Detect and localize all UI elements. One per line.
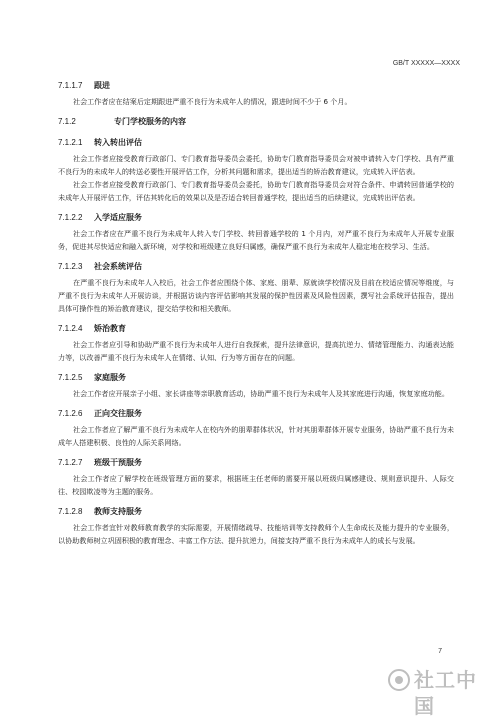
section-number: 7.1.2.7 <box>58 458 83 467</box>
document-body <box>58 78 454 547</box>
section-number: 7.1.2.2 <box>58 213 83 222</box>
paragraph: 社会工作者应接受教育行政部门、专门教育指导委员会委托，协助专门教育指导委员会对符合条件、申请转回普通学校的未成年人开展评估工作，评估其转化后的效果以及是否适合转回普通学校，提出适当的后续建议，完成转出评估表。 <box>58 180 454 202</box>
section-heading <box>58 504 454 519</box>
paragraph: 社会工作者应引导和协助严重不良行为未成年人进行自我探索，提升法律意识，提高抗逆力、情绪管理能力、沟通表达能力等，以改善严重不良行为未成年人在情绪、认知、行为等方面存在的问题。 <box>58 340 454 362</box>
section-title: 班级干预服务 <box>94 458 142 467</box>
section-heading <box>58 114 454 129</box>
section-heading <box>58 321 454 336</box>
paragraph: 社会工作者应开展亲子小组、家长讲座等亲职教育活动，协助严重不良行为未成年人及其家庭进行沟通，恢复家庭功能。 <box>73 389 449 398</box>
section-number: 7.1.1.7 <box>58 81 83 90</box>
paragraph: 社会工作者应在严重不良行为未成年人转入专门学校、转回普通学校的 1 个月内，对严重不良行为未成年人开展专业服务，促进其尽快适应和融入新环境，对学校和班级建立良好归属感，确保严重不良行为未成年人稳定地在校学习、生活。 <box>58 229 454 251</box>
section-title: 社会系统评估 <box>94 262 142 271</box>
watermark-text: 社工中国 <box>414 668 477 718</box>
section-number: 7.1.2.5 <box>58 373 83 382</box>
section-heading <box>58 259 454 274</box>
page-number: 7 <box>438 648 442 655</box>
section-number: 7.1.2 <box>58 117 76 126</box>
section-number: 7.1.2.3 <box>58 262 83 271</box>
section-title: 跟进 <box>94 81 110 90</box>
standard-code: GB/T XXXXX—XXXX <box>392 60 460 67</box>
watermark-logo <box>388 667 486 718</box>
section-title: 转入转出评估 <box>94 138 142 147</box>
section-title: 教师支持服务 <box>94 507 142 516</box>
section-heading <box>58 370 454 385</box>
section-heading <box>58 406 454 421</box>
section-heading <box>58 455 454 470</box>
paragraph: 社会工作者应了解严重不良行为未成年人在校内外的朋辈群体状况，针对其朋辈群体开展专业服务，协助严重不良行为未成年人搭建积极、良性的人际关系网络。 <box>58 425 454 447</box>
watermark-emblem-icon <box>388 669 410 691</box>
section-title: 入学适应服务 <box>94 213 142 222</box>
section-heading <box>58 78 454 93</box>
section-number: 7.1.2.4 <box>58 324 83 333</box>
paragraph: 社会工作者应在结案后定期跟进严重不良行为未成年人的情况，跟进时间不少于 6 个月。 <box>73 97 352 106</box>
section-number: 7.1.2.6 <box>58 409 83 418</box>
section-title: 矫治教育 <box>94 324 126 333</box>
paragraph: 社会工作者应接受教育行政部门、专门教育指导委员会委托，协助专门教育指导委员会对被申请转入专门学校、具有严重不良行为的未成年人的转送必要性开展评估工作，分析其问题和需求，提出适当的矫治教育建议，完成转入评估表。 <box>58 154 454 176</box>
section-heading <box>58 135 454 150</box>
section-title: 家庭服务 <box>94 373 126 382</box>
section-title: 专门学校服务的内容 <box>114 117 186 126</box>
section-heading <box>58 210 454 225</box>
paragraph: 社会工作者宜针对教师教育教学的实际需要，开展情绪疏导、技能培训等支持教师个人生命成长及能力提升的专业服务，以协助教师树立巩固积极的教育理念、丰富工作方法、提升抗逆力，间接支持严重不良行为未成年人的成长与发展。 <box>58 523 454 545</box>
section-title: 正向交往服务 <box>94 409 142 418</box>
paragraph: 在严重不良行为未成年人入校后，社会工作者应围绕个体、家庭、朋辈、原就读学校情况及目前在校适应情况等维度，与严重不良行为未成年人开展访谈，并根据访谈内容评估影响其发展的保护性因素及风险性因素，撰写社会系统评估报告，提出具体可操作性的矫治教育建议，提交给学校和相关教师。 <box>58 278 454 313</box>
section-number: 7.1.2.8 <box>58 507 83 516</box>
section-number: 7.1.2.1 <box>58 138 83 147</box>
paragraph: 社会工作者应了解学校在班级管理方面的要求，根据班主任老师的需要开展以班级归属感建设、规则意识提升、人际交往、校园欺凌等为主题的服务。 <box>58 474 454 496</box>
